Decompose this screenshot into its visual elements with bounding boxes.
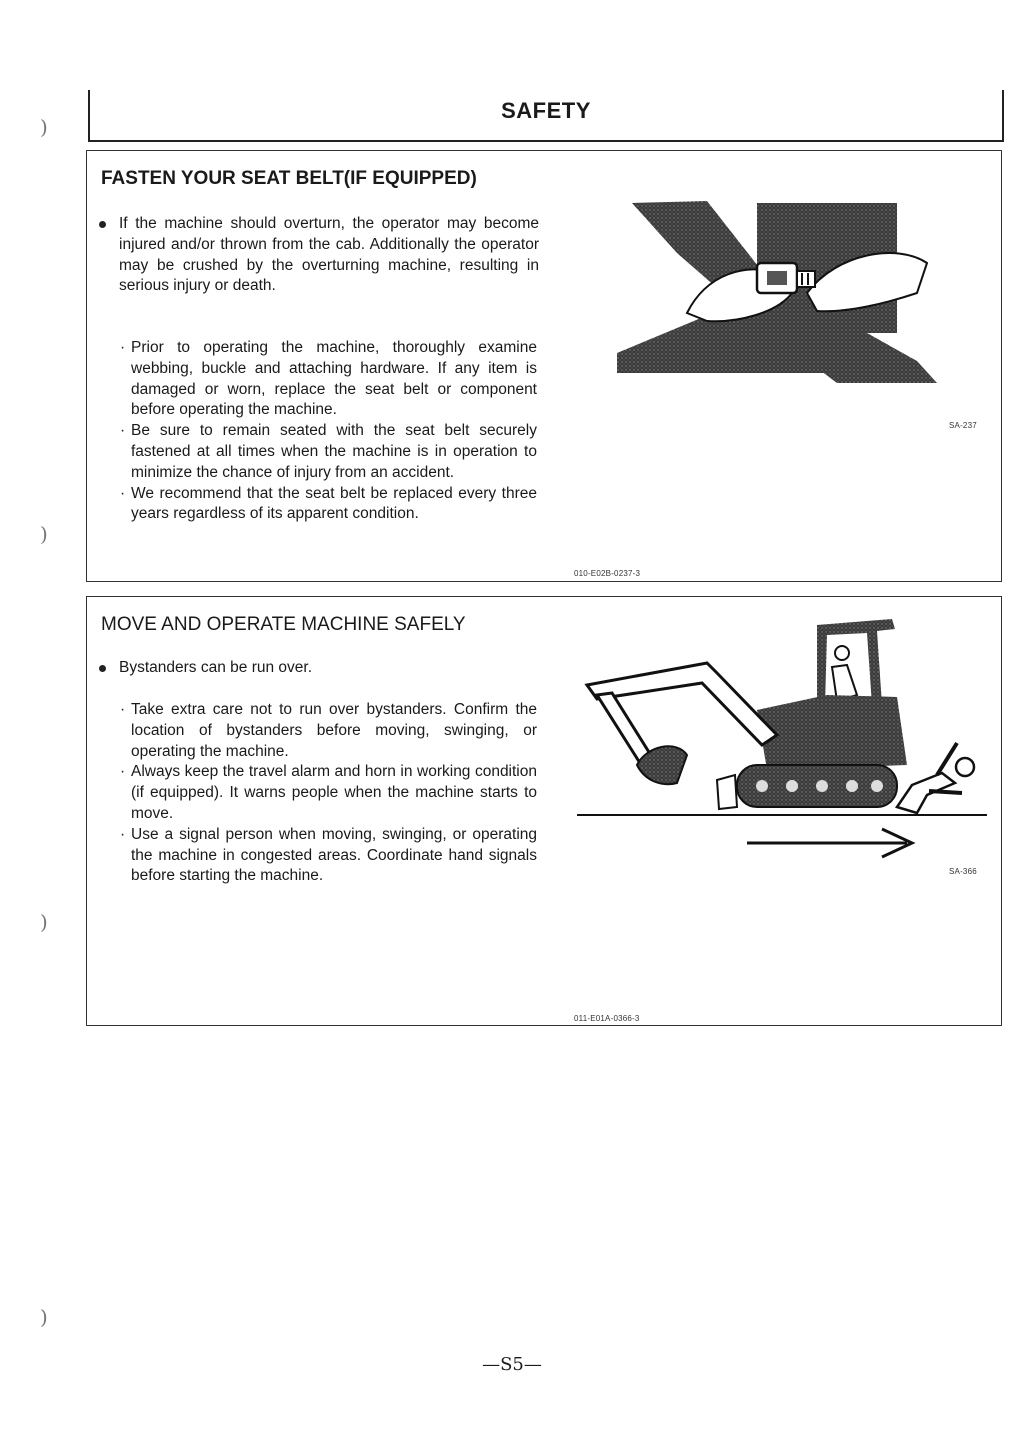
binder-mark: ) [40, 1305, 48, 1329]
sub-item: · Use a signal person when moving, swinging, or operating the machine in congested areas. Coordinate hand signals before starting the machine. [117, 825, 537, 887]
sub-item: · We recommend that the seat belt be replaced every three years regardless of its apparent condition. [117, 484, 537, 526]
page-header [88, 90, 1004, 142]
bullet-text: If the machine should overturn, the operator may become injured and/or thrown from the cab. Additionally the operator may be crushed by the overturning machine, resulting in serious injury or death. [119, 215, 539, 295]
section-move-operate [86, 596, 1002, 1026]
seat-belt-buckle-illustration [617, 193, 937, 383]
excavator-bystander-illustration [577, 615, 987, 865]
sub-list [117, 338, 537, 525]
sub-item: · Prior to operating the machine, thoroughly examine webbing, buckle and attaching hardware. If any item is damaged or worn, replace the seat belt or component before operating the machine. [117, 338, 537, 421]
document-code: 011-E01A-0366-3 [574, 1014, 640, 1023]
section-title: MOVE AND OPERATE MACHINE SAFELY [101, 614, 466, 635]
page-number: —S5— [482, 1354, 542, 1375]
bullet-text: Bystanders can be run over. [119, 659, 313, 676]
figure-code: SA-237 [949, 421, 977, 430]
bullet-icon [99, 665, 106, 672]
section-seat-belt [86, 150, 1002, 582]
bullet-icon [99, 221, 106, 228]
binder-mark: ) [40, 115, 48, 139]
page-title: SAFETY [501, 98, 591, 123]
sub-list [117, 700, 537, 887]
document-code: 010-E02B-0237-3 [574, 569, 641, 578]
figure-code: SA-366 [949, 867, 977, 876]
sub-item: · Always keep the travel alarm and horn in working condition (if equipped). It warns people when the machine starts to move. [117, 762, 537, 824]
bullet-item [99, 214, 539, 297]
binder-mark: ) [40, 910, 48, 934]
sub-item: · Take extra care not to run over bystanders. Confirm the location of bystanders before moving, swinging, or operating the machine. [117, 700, 537, 762]
sub-item: · Be sure to remain seated with the seat belt securely fastened at all times when the machine is in operation to minimize the chance of injury from an accident. [117, 421, 537, 483]
bullet-item [99, 658, 539, 679]
binder-mark: ) [40, 522, 48, 546]
section-title: FASTEN YOUR SEAT BELT(IF EQUIPPED) [101, 168, 477, 189]
